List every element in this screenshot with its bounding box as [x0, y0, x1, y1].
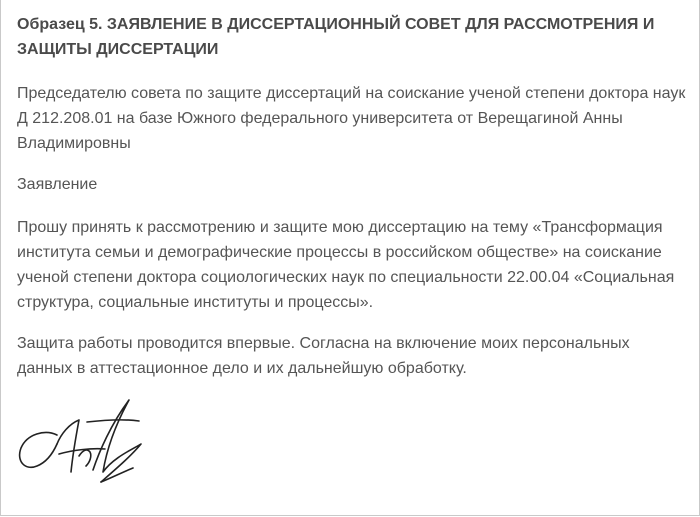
- signature-icon: [13, 392, 163, 492]
- request-paragraph: Прошу принять к рассмотрению и защите мою диссертацию на тему «Трансформация института семьи и демографические процессы в российском обществе» на соискание ученой степени доктора социологических наук по специальности 22.00.04 «Социальная структура, социальные институты и процессы».: [17, 219, 675, 311]
- consent-paragraph: Защита работы проводится впервые. Согласна на включение моих персональных данных в аттестационное дело и их дальнейшую обработку.: [17, 335, 630, 377]
- document-title: Образец 5. ЗАЯВЛЕНИЕ В ДИССЕРТАЦИОННЫЙ СОВЕТ ДЛЯ РАССМОТРЕНИЯ И ЗАЩИТЫ ДИССЕРТАЦИИ: [17, 16, 655, 58]
- statement-heading: Заявление: [17, 176, 98, 193]
- addressee-paragraph: Председателю совета по защите диссертаций на соискание ученой степени доктора наук Д 212.208.01 на базе Южного федерального университета от Верещагиной Анны Владимировны: [17, 85, 686, 152]
